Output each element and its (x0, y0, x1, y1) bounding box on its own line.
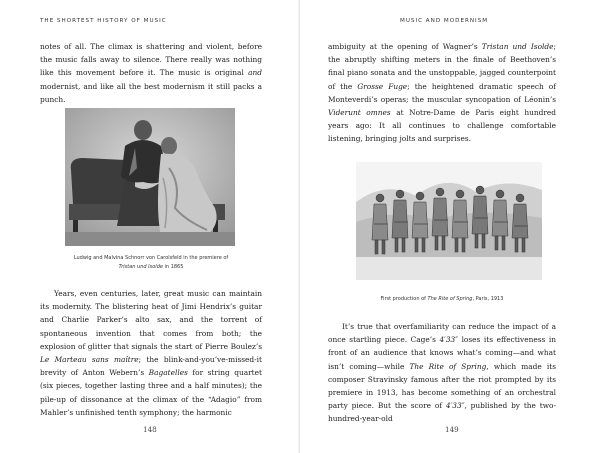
text-run: modernist, and like all the best modernism it still packs a punch. (40, 81, 262, 104)
text-run: ambiguity at the opening of Wagner’s (328, 42, 482, 51)
figure-caption-right (328, 295, 556, 304)
text-run: , published by the two-hundred-year-old (328, 401, 557, 424)
text-run: It’s true that overfamiliarity can reduce the impact of a once startling piece. Cage’s (328, 322, 556, 345)
running-head-right: MUSIC AND MODERNISM (400, 18, 489, 24)
caption-italic: Tristan und Isolde (118, 263, 163, 270)
page-number-right: 149 (445, 425, 459, 434)
text-run-italic: Le Marteau sans maître (40, 355, 139, 365)
rite-of-spring-image (356, 162, 542, 280)
text-run-italic: Viderunt omnes (328, 108, 391, 118)
caption-line: First production of (380, 296, 428, 302)
text-run: ; the heightened dramatic speech of Monteverdi’s operas; the muscular syncopation of Léonin’s (328, 81, 556, 104)
rite-of-spring-illustration (356, 162, 542, 280)
text-run-italic: Tristan und Isolde (481, 42, 554, 51)
caption-line: Ludwig and Malvina Schnorr von Carolsfeld in the premiere of (73, 255, 229, 261)
text-run: ; the abruptly shifting meters in the finale of Beethoven’s final piano sonata and the unstoppable, jagged counterpoint of the (328, 42, 556, 91)
figure-caption-left (40, 254, 262, 271)
body-paragraph-2 (40, 287, 262, 419)
text-run: at Notre-Dame de Paris eight hundred years ago: It all continues to challenge comfortable listening, bringing jolts and surprises. (328, 108, 556, 144)
text-run: for string quartet (six pieces, together lasting three and a half minutes); the pile-up of dissonance at the climax of the “Adagio” from Mahler’s unfinished tenth symphony; the harmonic (40, 368, 262, 417)
tristan-photo-image (65, 108, 235, 246)
text-run-italic: 4′33″ (445, 401, 465, 411)
caption-italic: The Rite of Spring (427, 296, 473, 302)
caption-line: , Paris, 1913 (472, 296, 504, 302)
caption-line: in 1865 (162, 263, 184, 270)
text-run: ; the blink-and-you’ve-missed-it brevity of Anton Webern’s (40, 355, 262, 378)
running-head-left: THE SHORTEST HISTORY OF MUSIC (40, 18, 167, 24)
text-run-italic: The Rite of Spring (409, 361, 487, 371)
body-paragraph-2 (328, 320, 556, 426)
text-run: Years, even centuries, later, great music can maintain its modernity. The blistering heat of Jimi Hendrix’s guitar and Charlie Parker’s alto sax, and the torrent of spontaneous invention that comes from both; the explosion of glitter that signals the start of Pierre Boulez’s (40, 289, 262, 351)
page-number-left: 148 (143, 425, 157, 434)
text-run: , which made its composer Stravinsky famous after the riot prompted by its premiere in 1913, has become something of an orchestral party piece. But the score of (328, 361, 556, 411)
body-paragraph-1 (40, 40, 262, 106)
text-run-italic: 4′33″ (439, 335, 459, 345)
right-page (300, 0, 600, 453)
text-run: notes of all. The climax is shattering and violent, before the music falls away to silence. There really was nothing like this movement before it. The music is original (40, 42, 262, 78)
text-run: loses its effectiveness in front of an audience that knows what’s coming—and what isn’t coming—while (328, 335, 556, 371)
text-run-italic: Bagatelles (148, 368, 188, 378)
body-paragraph-1 (328, 40, 556, 146)
text-run-italic: and (248, 68, 262, 78)
text-run-italic: Grosse Fuge (357, 81, 408, 91)
tristan-photograph (65, 108, 235, 246)
